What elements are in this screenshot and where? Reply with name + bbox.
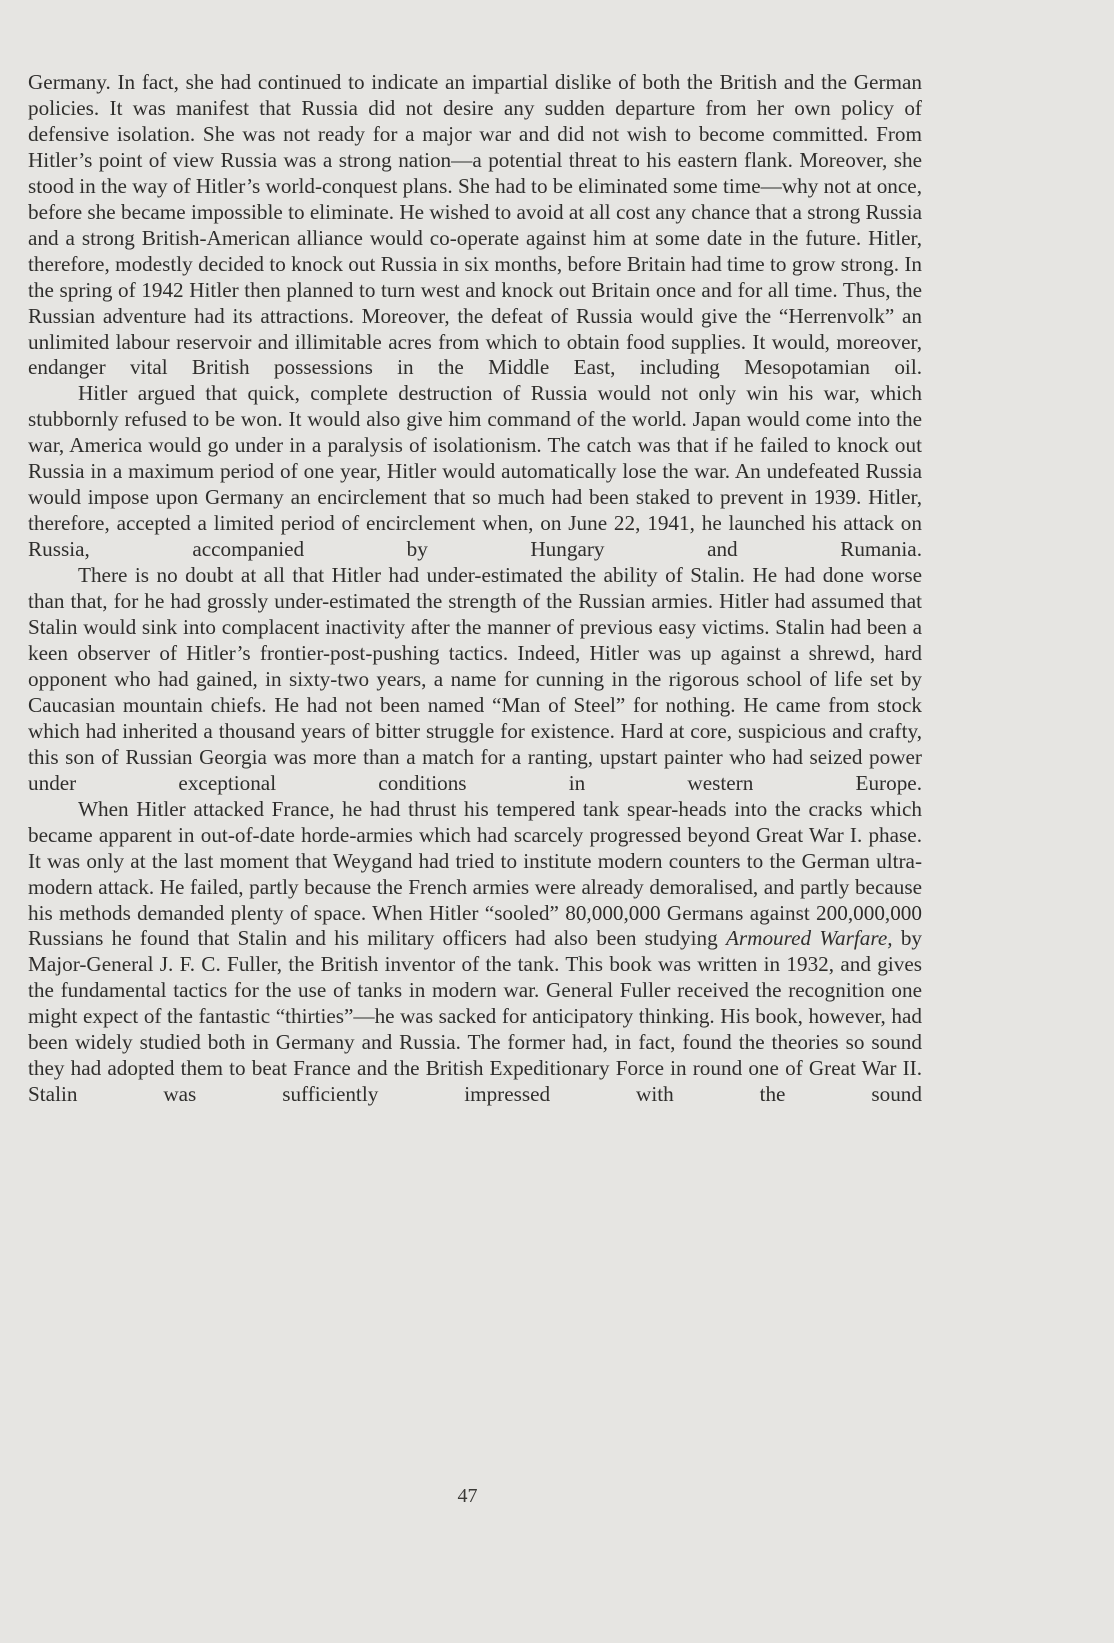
paragraph-1: Germany. In fact, she had continued to indicate an impartial dislike of both the British and the German policies. It was manifest that Russia did not desire any sudden departure from her own policy of defensive isolation. She was not ready for a major war and did not wish to become committed. From Hitler’s point of view Russia was a strong nation—a potential threat to his eastern flank. Moreover, she stood in the way of Hitler’s world-conquest plans. She had to be eliminated some time—why not at once, before she became impossible to eliminate. He wished to avoid at all cost any chance that a strong Russia and a strong British-American alliance would co-operate against him at some date in the future. Hitler, therefore, modestly decided to knock out Russia in six months, before Britain had time to grow strong. In the spring of 1942 Hitler then planned to turn west and knock out Britain once and for all time. Thus, the Russian adventure had its attractions. Moreover, the defeat of Russia would give the “Herrenvolk” an unlimited labour reservoir and illimitable acres from which to obtain food supplies. It would, moreover, endanger vital British possessions in the Middle East, including Mesopotamian oil. (28, 70, 922, 380)
page-number: 47 (457, 1485, 478, 1507)
paragraph-4 (28, 797, 922, 1108)
body-text (28, 70, 922, 1108)
paragraph-2: Hitler argued that quick, complete destruction of Russia would not only win his war, which stubbornly refused to be won. It would also give him command of the world. Japan would come into the war, America would go under in a paralysis of isolationism. The catch was that if he failed to knock out Russia in a maximum period of one year, Hitler would automatically lose the war. An undefeated Russia would impose upon Germany an encirclement that so much had been staked to prevent in 1939. Hitler, therefore, accepted a limited period of encirclement when, on June 22, 1941, he launched his attack on Russia, accompanied by Hungary and Rumania. (28, 381, 922, 562)
paragraph-4-text-after: by Major-General J. F. C. Fuller, the British inventor of the tank. This book was written in 1932, and gives the fundamental tactics for the use of tanks in modern war. General Fuller received the recognition one might expect of the fantastic “thirties”—he was sacked for anticipatory thinking. His book, however, had been widely studied both in Germany and Russia. The former had, in fact, found the theories so sound they had adopted them to beat France and the British Expeditionary Force in round one of Great War II. Stalin was sufficiently impressed with the sound (28, 926, 923, 1107)
paragraph-4-text-before: When Hitler attacked France, he had thrust his tempered tank spear-heads into the cracks which became apparent in out-of-date horde-armies which had scarcely progressed beyond Great War I. phase. It was only at the last moment that Weygand had tried to institute modern counters to the German ultra-modern attack. He failed, partly because the French armies were already demoralised, and partly because his methods demanded plenty of space. When Hitler “sooled” 80,000,000 Germans against 200,000,000 Russians he found that Stalin and his military officers had also been studying (28, 796, 922, 951)
paragraph-3: There is no doubt at all that Hitler had under-estimated the ability of Stalin. He had done worse than that, for he had grossly under-estimated the strength of the Russian armies. Hitler had assumed that Stalin would sink into complacent inactivity after the manner of previous easy victims. Stalin had been a keen observer of Hitler’s frontier-post-pushing tactics. Indeed, Hitler was up against a shrewd, hard opponent who had gained, in sixty-two years, a name for cunning in the rigorous school of life set by Caucasian mountain chiefs. He had not been named “Man of Steel” for nothing. He came from stock which had inherited a thousand years of bitter struggle for existence. Hard at core, suspicious and crafty, this son of Russian Georgia was more than a match for a ranting, upstart painter who had seized power under exceptional conditions in western Europe. (28, 563, 922, 795)
book-title-italic: Armoured Warfare, (725, 926, 893, 951)
